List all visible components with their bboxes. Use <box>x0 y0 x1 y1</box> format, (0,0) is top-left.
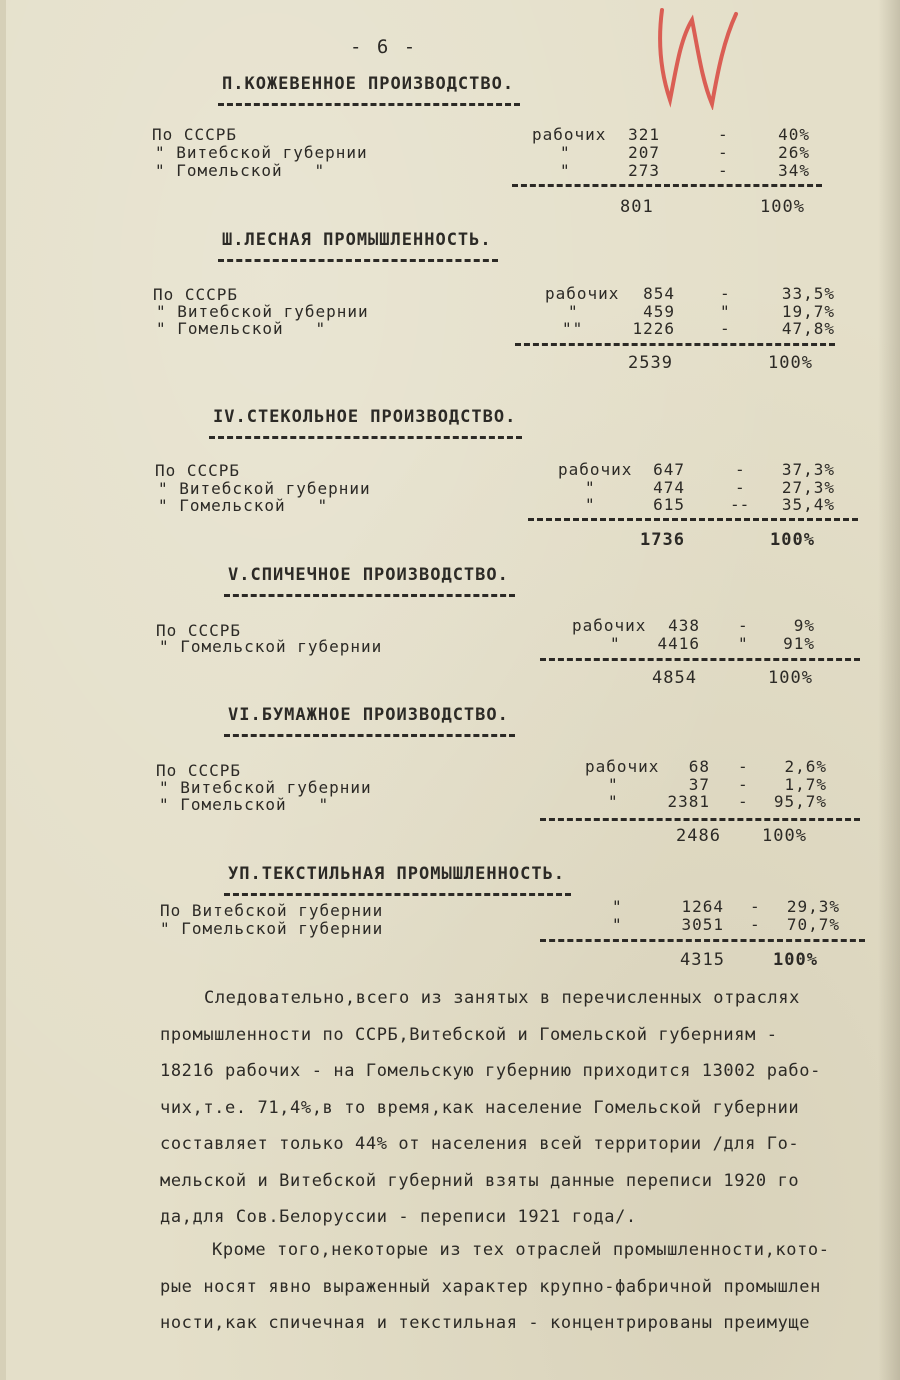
region-label: " Витебской губернии <box>155 143 368 162</box>
ditto-mark: " <box>585 495 596 514</box>
sum-rule <box>515 343 835 346</box>
separator: - <box>720 319 730 338</box>
ditto-mark: " <box>612 915 623 934</box>
separator: - <box>738 792 748 811</box>
section-total-percent: 100% <box>768 353 813 373</box>
region-label: По СССРБ <box>153 285 239 304</box>
paragraph-line: рые носят явно выраженный характер крупно-фабричной промышлен <box>160 1276 821 1297</box>
percent-value: 34% <box>778 161 810 180</box>
worker-count: 68 <box>688 757 710 776</box>
region-label: По Витебской губернии <box>160 901 384 920</box>
ditto-mark: " <box>585 478 596 497</box>
region-label: " Гомельской " <box>155 161 326 180</box>
sum-rule <box>540 818 860 821</box>
paragraph-line: составляет только 44% от населения всей территории /для Го- <box>160 1134 800 1154</box>
section-total: 2539 <box>628 353 673 373</box>
paragraph-line: ности,как спичечная и текстильная - концентрированы преимуще <box>160 1313 811 1333</box>
percent-value: 91% <box>783 634 815 653</box>
separator: - <box>738 616 748 635</box>
separator: " <box>720 302 730 321</box>
separator: - <box>720 284 730 303</box>
region-label: По СССРБ <box>156 761 242 780</box>
worker-count: 321 <box>628 125 660 144</box>
paragraph-line: промышленности по ССРБ,Витебской и Гомельской губерниям - <box>160 1024 778 1045</box>
sum-rule <box>512 184 822 187</box>
separator: - <box>738 775 748 794</box>
separator: -- <box>730 495 750 514</box>
worker-count: 438 <box>668 616 700 635</box>
body-paragraph-conclusion <box>160 980 870 1236</box>
percent-value: 95,7% <box>773 792 827 811</box>
region-label: " Гомельской " <box>158 496 329 515</box>
region-label: " Гомельской " <box>159 795 330 814</box>
section-total: 1736 <box>640 530 685 550</box>
percent-value: 19,7% <box>781 302 835 321</box>
worker-count: 4416 <box>657 634 700 653</box>
percent-value: 2,6% <box>784 757 827 776</box>
ditto-mark: " <box>560 161 571 180</box>
section-total-percent: 100% <box>770 530 815 550</box>
ditto-mark: " <box>608 792 619 811</box>
worker-count: 615 <box>653 495 685 514</box>
worker-count: 474 <box>653 478 685 497</box>
workers-label: рабочих <box>585 757 660 776</box>
worker-count: 273 <box>628 161 660 180</box>
separator: - <box>735 460 745 479</box>
percent-value: 40% <box>778 125 810 144</box>
region-label: " Витебской губернии <box>158 479 371 498</box>
section-total: 4854 <box>652 668 697 688</box>
paragraph-line: чих,т.е. 71,4%,в то время,как население Гомельской губернии <box>160 1097 800 1118</box>
region-label: " Гомельской губернии <box>160 919 384 938</box>
section-heading-paper: VI.БУМАЖНОЕ ПРОИЗВОДСТВО. <box>228 705 509 725</box>
region-label: " Витебской губернии <box>159 778 372 797</box>
ditto-mark: " <box>610 634 621 653</box>
worker-count: 207 <box>628 143 660 162</box>
workers-label: рабочих <box>545 284 620 303</box>
percent-value: 29,3% <box>786 897 840 916</box>
percent-value: 27,3% <box>781 478 835 497</box>
separator: - <box>750 897 760 916</box>
region-label: " Витебской губернии <box>156 302 369 321</box>
section-total-percent: 100% <box>762 826 807 846</box>
paragraph-line: Следовательно,всего из занятых в перечисленных отраслях <box>204 988 800 1008</box>
section-total-percent: 100% <box>760 197 805 217</box>
section-heading-forestry: Ш.ЛЕСНАЯ ПРОМЫШЛЕННОСТЬ. <box>222 230 492 250</box>
workers-label: рабочих <box>572 616 647 635</box>
sum-rule <box>540 939 865 942</box>
worker-count: 647 <box>653 460 685 479</box>
body-paragraph-concentration <box>160 1232 870 1342</box>
page-edge-right <box>878 0 900 1380</box>
section-total-percent: 100% <box>773 950 818 970</box>
percent-value: 26% <box>778 143 810 162</box>
paragraph-line: да,для Сов.Белоруссии - переписи 1921 года/. <box>160 1207 637 1227</box>
region-label: " Гомельской " <box>156 319 327 338</box>
worker-count: 37 <box>688 775 710 794</box>
worker-count: 1226 <box>632 319 675 338</box>
section-total: 801 <box>620 197 654 217</box>
archive-mark-icon <box>640 0 770 110</box>
section-heading-leather: П.КОЖЕВЕННОЕ ПРОИЗВОДСТВО. <box>222 74 515 94</box>
workers-label: рабочих <box>558 460 633 479</box>
ditto-mark: " <box>568 302 579 321</box>
paragraph-line: Кроме того,некоторые из тех отраслей промышленности,кото- <box>212 1240 830 1260</box>
separator: - <box>750 915 760 934</box>
percent-value: 47,8% <box>781 319 835 338</box>
section-heading-glass: IV.СТЕКОЛЬНОЕ ПРОИЗВОДСТВО. <box>213 407 517 427</box>
section-total: 4315 <box>680 950 725 970</box>
percent-value: 35,4% <box>781 495 835 514</box>
region-label: По СССРБ <box>155 461 241 480</box>
percent-value: 37,3% <box>781 460 835 479</box>
separator: " <box>738 634 748 653</box>
paragraph-line: 18216 рабочих - на Гомельскую губернию приходится 13002 рабо- <box>160 1061 821 1081</box>
paragraph-line: мельской и Витебской губерний взяты данные переписи 1920 го <box>160 1170 800 1191</box>
section-heading-textile: УП.ТЕКСТИЛЬНАЯ ПРОМЫШЛЕННОСТЬ. <box>228 864 566 884</box>
region-label: " Гомельской губернии <box>159 637 383 656</box>
page-number: - 6 - <box>350 36 418 58</box>
percent-value: 70,7% <box>786 915 840 934</box>
ditto-mark: " <box>612 897 623 916</box>
region-label: По СССРБ <box>156 621 242 640</box>
section-total: 2486 <box>676 826 721 846</box>
worker-count: 3051 <box>681 915 724 934</box>
percent-value: 33,5% <box>781 284 835 303</box>
ditto-mark: " <box>560 143 571 162</box>
percent-value: 9% <box>793 616 815 635</box>
separator: - <box>735 478 745 497</box>
page-edge-left <box>0 0 6 1380</box>
region-label: По СССРБ <box>152 125 238 144</box>
worker-count: 459 <box>643 302 675 321</box>
section-total-percent: 100% <box>768 668 813 688</box>
separator: - <box>718 161 728 180</box>
worker-count: 2381 <box>667 792 710 811</box>
separator: - <box>718 125 728 144</box>
separator: - <box>738 757 748 776</box>
ditto-mark: "" <box>562 319 584 338</box>
sum-rule <box>528 518 858 521</box>
percent-value: 1,7% <box>784 775 827 794</box>
sum-rule <box>540 658 860 661</box>
worker-count: 1264 <box>681 897 724 916</box>
separator: - <box>718 143 728 162</box>
ditto-mark: " <box>608 775 619 794</box>
worker-count: 854 <box>643 284 675 303</box>
workers-label: рабочих <box>532 125 607 144</box>
section-heading-matches: V.СПИЧЕЧНОЕ ПРОИЗВОДСТВО. <box>228 565 509 585</box>
